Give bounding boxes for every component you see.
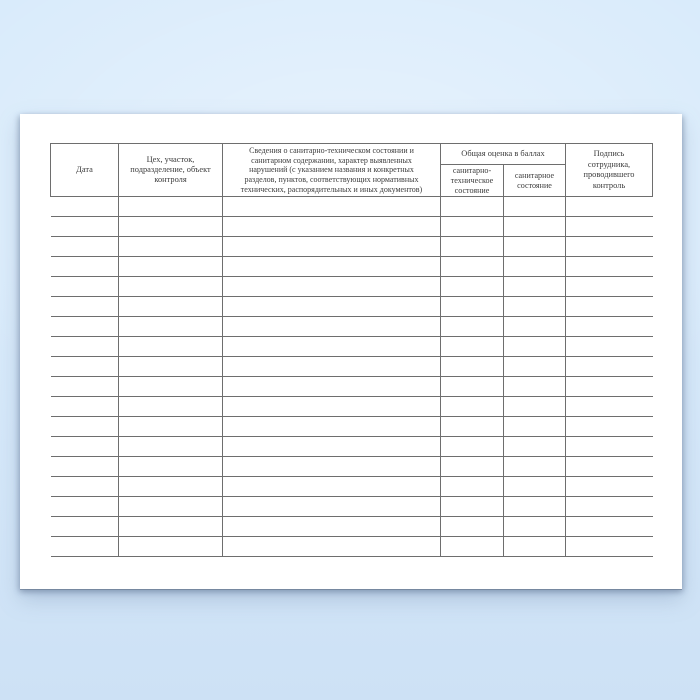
empty-cell (566, 297, 653, 317)
empty-cell (223, 357, 441, 377)
table-body (51, 197, 653, 557)
empty-cell (119, 357, 223, 377)
empty-cell (223, 317, 441, 337)
empty-cell (223, 337, 441, 357)
header-line: контроля (154, 175, 187, 185)
table-row (51, 537, 653, 557)
empty-cell (566, 237, 653, 257)
empty-cell (504, 337, 566, 357)
header-line: Подпись (593, 149, 625, 159)
empty-cell (223, 257, 441, 277)
empty-cell (51, 237, 119, 257)
header-line: техническое (450, 175, 494, 185)
col-header-score-group: Общая оценка в баллах (441, 144, 566, 165)
empty-cell (566, 257, 653, 277)
empty-cell (119, 477, 223, 497)
empty-cell (223, 197, 441, 217)
col-header-score-technical (441, 165, 504, 197)
empty-cell (51, 317, 119, 337)
empty-cell (223, 217, 441, 237)
empty-cell (504, 257, 566, 277)
empty-cell (441, 417, 504, 437)
empty-cell (441, 397, 504, 417)
empty-cell (119, 257, 223, 277)
empty-cell (566, 497, 653, 517)
empty-cell (566, 217, 653, 237)
empty-cell (504, 217, 566, 237)
header-line: состояние (517, 180, 552, 190)
header-line: нарушений (с указанием названия и конкретных (249, 165, 414, 175)
header-line: технических, распорядительных и иных документов) (240, 184, 423, 194)
empty-cell (119, 537, 223, 557)
empty-cell (441, 357, 504, 377)
journal-page (20, 114, 682, 589)
empty-cell (504, 497, 566, 517)
empty-cell (504, 237, 566, 257)
header-line: санитарное (514, 170, 555, 180)
empty-cell (51, 437, 119, 457)
empty-cell (119, 457, 223, 477)
empty-cell (504, 477, 566, 497)
empty-cell (119, 337, 223, 357)
empty-cell (119, 237, 223, 257)
header-line: Сведения о санитарно-техническом состоянии и (249, 145, 414, 155)
empty-cell (51, 537, 119, 557)
header-line: санитарно- (452, 166, 492, 175)
col-header-signature (566, 144, 653, 197)
control-journal-table (50, 143, 653, 557)
empty-cell (223, 377, 441, 397)
empty-cell (223, 537, 441, 557)
empty-cell (441, 197, 504, 217)
empty-cell (119, 377, 223, 397)
empty-cell (223, 397, 441, 417)
header-line: Цех, участок, (146, 154, 195, 164)
empty-cell (566, 357, 653, 377)
empty-cell (51, 477, 119, 497)
empty-cell (51, 217, 119, 237)
table-row (51, 257, 653, 277)
empty-cell (566, 417, 653, 437)
empty-cell (566, 197, 653, 217)
empty-cell (441, 317, 504, 337)
empty-cell (566, 457, 653, 477)
empty-cell (51, 197, 119, 217)
table-row (51, 357, 653, 377)
empty-cell (566, 537, 653, 557)
empty-cell (566, 317, 653, 337)
empty-cell (51, 517, 119, 537)
empty-cell (223, 477, 441, 497)
empty-cell (119, 417, 223, 437)
table-row (51, 437, 653, 457)
empty-cell (566, 437, 653, 457)
col-header-object (119, 144, 223, 197)
empty-cell (223, 237, 441, 257)
empty-cell (504, 417, 566, 437)
table-row (51, 217, 653, 237)
table-row (51, 497, 653, 517)
table-header (51, 144, 653, 197)
empty-cell (223, 437, 441, 457)
empty-cell (441, 337, 504, 357)
empty-cell (504, 517, 566, 537)
empty-cell (119, 497, 223, 517)
empty-cell (223, 517, 441, 537)
empty-cell (504, 537, 566, 557)
empty-cell (119, 397, 223, 417)
table-row (51, 457, 653, 477)
empty-cell (504, 457, 566, 477)
empty-cell (504, 357, 566, 377)
table-row (51, 377, 653, 397)
empty-cell (441, 297, 504, 317)
empty-cell (119, 217, 223, 237)
col-header-score-sanitary (504, 165, 566, 197)
empty-cell (441, 217, 504, 237)
empty-cell (119, 517, 223, 537)
empty-cell (504, 197, 566, 217)
empty-cell (441, 437, 504, 457)
empty-cell (51, 457, 119, 477)
col-header-date: Дата (51, 144, 119, 197)
empty-cell (566, 517, 653, 537)
empty-cell (504, 437, 566, 457)
table-row (51, 237, 653, 257)
table-row (51, 397, 653, 417)
empty-cell (504, 277, 566, 297)
table-row (51, 317, 653, 337)
empty-cell (504, 397, 566, 417)
empty-cell (51, 257, 119, 277)
table-row (51, 297, 653, 317)
table-row (51, 197, 653, 217)
header-line: контроль (592, 180, 626, 190)
empty-cell (504, 297, 566, 317)
empty-cell (441, 517, 504, 537)
empty-cell (566, 377, 653, 397)
empty-cell (51, 497, 119, 517)
header-line: санитарном содержании, характер выявленных (251, 155, 412, 165)
header-line: сотрудника, (587, 159, 631, 169)
empty-cell (51, 377, 119, 397)
empty-cell (51, 297, 119, 317)
empty-cell (504, 377, 566, 397)
header-line: разделов, пунктов, соответствующих нормативных (244, 175, 419, 185)
empty-cell (119, 317, 223, 337)
empty-cell (223, 457, 441, 477)
empty-cell (223, 417, 441, 437)
empty-cell (566, 277, 653, 297)
empty-cell (51, 337, 119, 357)
empty-cell (51, 397, 119, 417)
table-row (51, 337, 653, 357)
empty-cell (566, 337, 653, 357)
empty-cell (441, 497, 504, 517)
empty-cell (51, 417, 119, 437)
empty-cell (441, 257, 504, 277)
empty-cell (51, 357, 119, 377)
empty-cell (119, 197, 223, 217)
table-row (51, 477, 653, 497)
empty-cell (119, 277, 223, 297)
empty-cell (441, 477, 504, 497)
header-line: подразделение, объект (130, 164, 211, 174)
empty-cell (441, 277, 504, 297)
empty-cell (566, 397, 653, 417)
header-line: состояние (454, 185, 490, 195)
table-row (51, 417, 653, 437)
empty-cell (51, 277, 119, 297)
empty-cell (441, 377, 504, 397)
empty-cell (119, 297, 223, 317)
empty-cell (223, 277, 441, 297)
empty-cell (441, 537, 504, 557)
empty-cell (441, 457, 504, 477)
table-row (51, 277, 653, 297)
empty-cell (119, 437, 223, 457)
col-header-details (223, 144, 441, 197)
empty-cell (566, 477, 653, 497)
empty-cell (441, 237, 504, 257)
empty-cell (504, 317, 566, 337)
empty-cell (223, 297, 441, 317)
empty-cell (223, 497, 441, 517)
header-line: проводившего (583, 170, 635, 180)
table-row (51, 517, 653, 537)
